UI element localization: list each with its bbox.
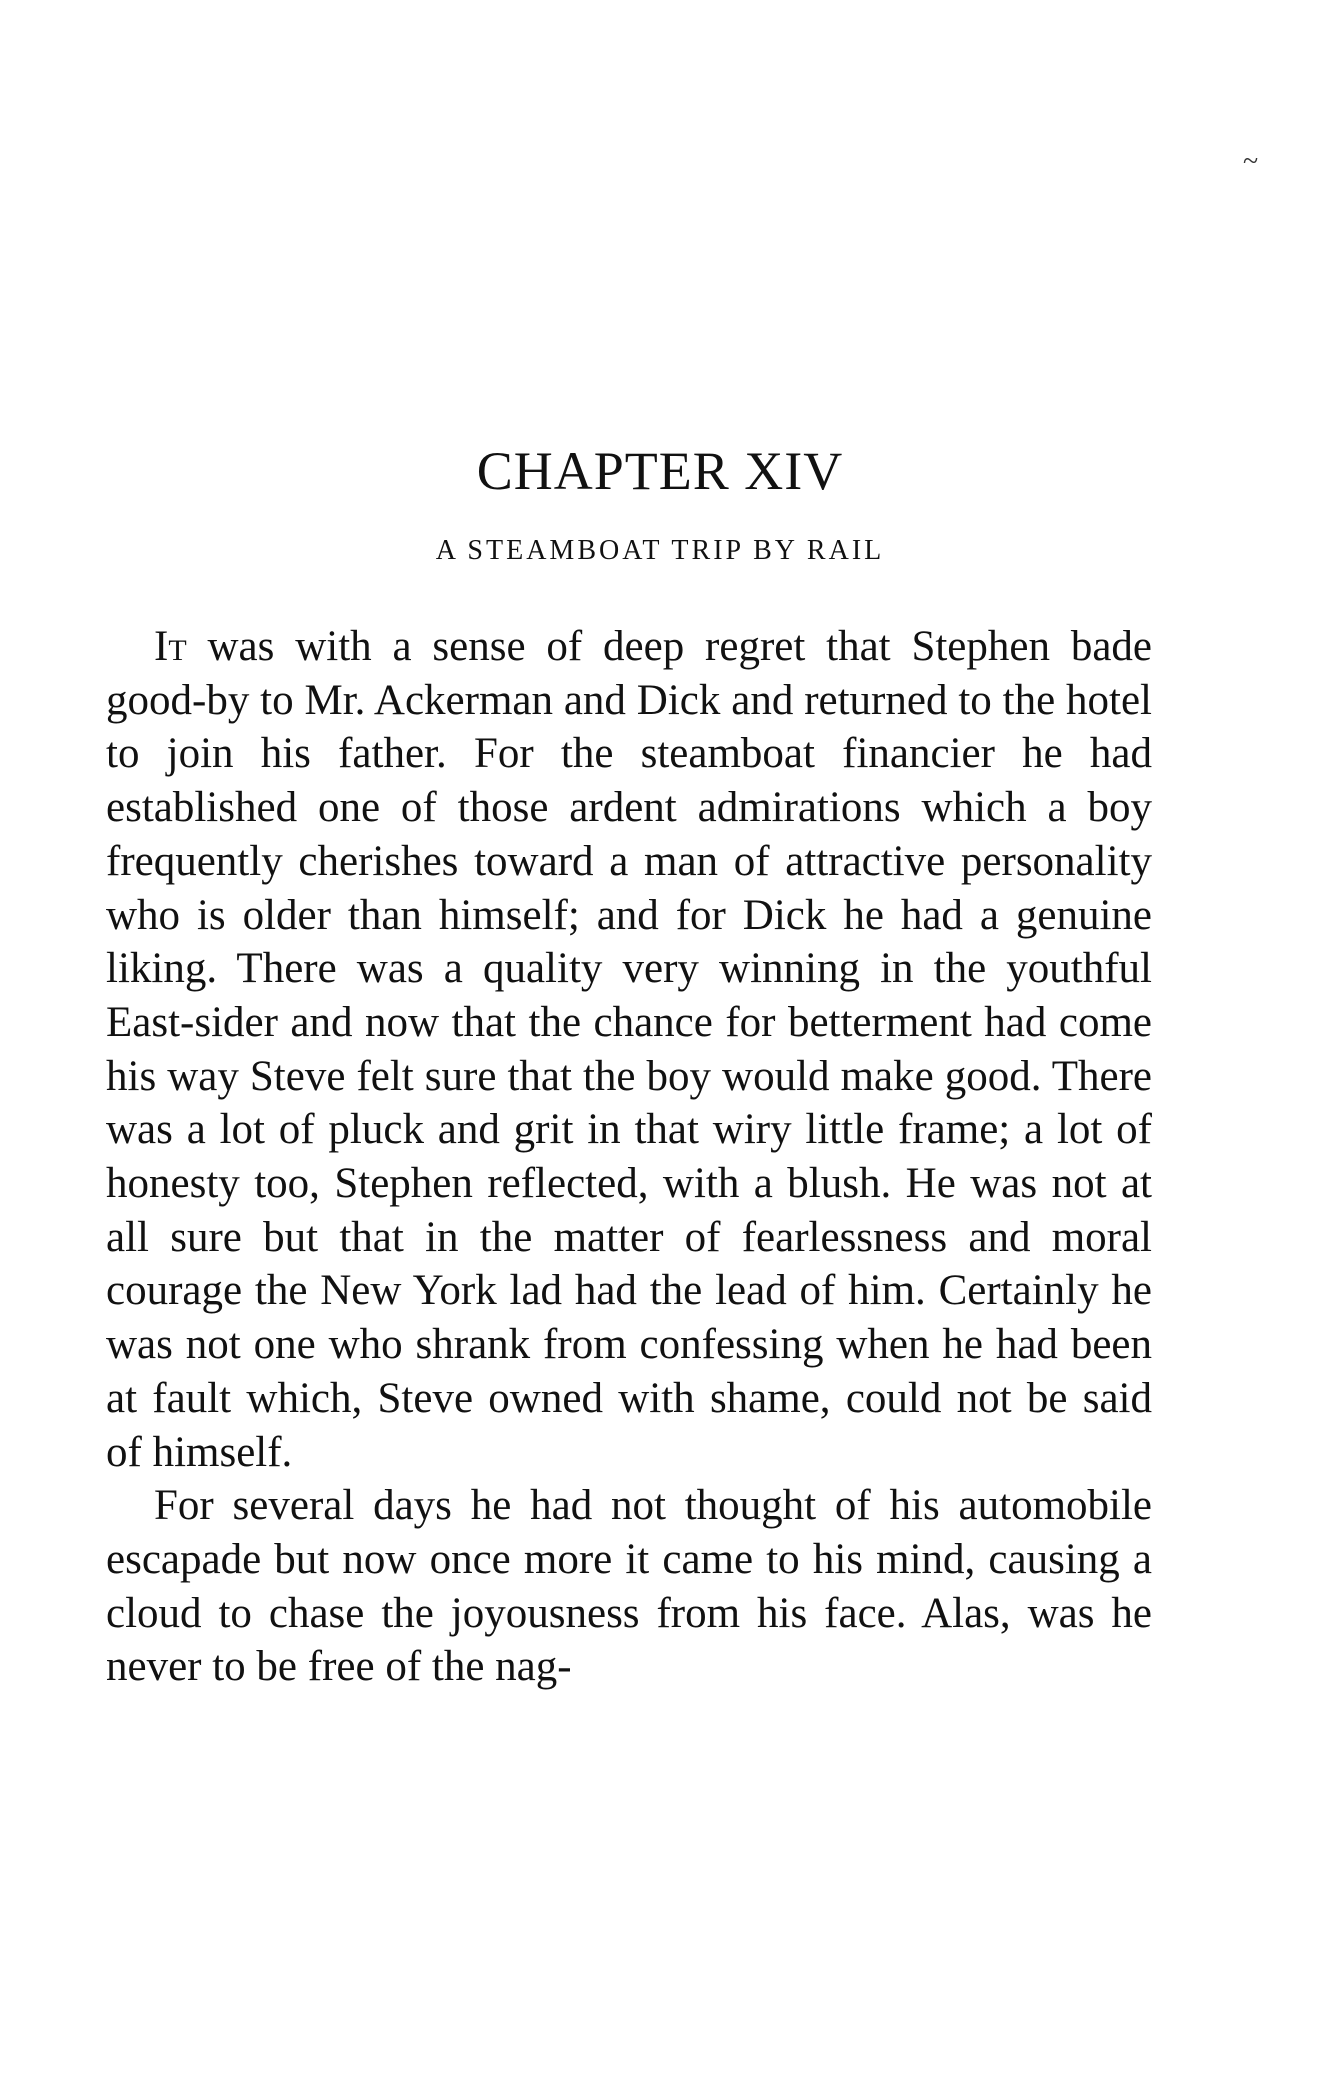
paragraph-opening-word: It xyxy=(154,623,187,670)
paragraph-2: For several days he had not thought of his automobile escapade but now once more it came to his mind, causing a cloud to chase the joyousness from his face. Alas, was he never to be free of the nag- xyxy=(106,1482,1152,1691)
paragraph-1 xyxy=(106,620,1152,1479)
chapter-title: CHAPTER XIV xyxy=(476,441,844,501)
paragraph-1-text: was with a sense of deep regret that Stephen bade good-by to Mr. Ackerman and Dick and returned to the hotel to join his father. For the steamboat financier he had established one of those ardent admirations which a boy frequently cherishes toward a man of attractive personality who is older than himself; and for Dick he had a genuine liking. There was a quality very winning in the youthful East-sider and now that the chance for betterment had come his way Steve felt sure that the boy would make good. There was a lot of pluck and grit in that wiry little frame; a lot of honesty too, Stephen reflected, with a blush. He was not at all sure but that in the matter of fearlessness and moral courage the New York lad had the lead of him. Certainly he was not one who shrank from confessing when he had been at fault which, Steve owned with shame, could not be said of himself. xyxy=(106,623,1152,1476)
stray-mark: ~ xyxy=(1243,146,1259,177)
chapter-subtitle: A STEAMBOAT TRIP BY RAIL xyxy=(435,535,885,566)
body-text xyxy=(106,620,1152,1694)
